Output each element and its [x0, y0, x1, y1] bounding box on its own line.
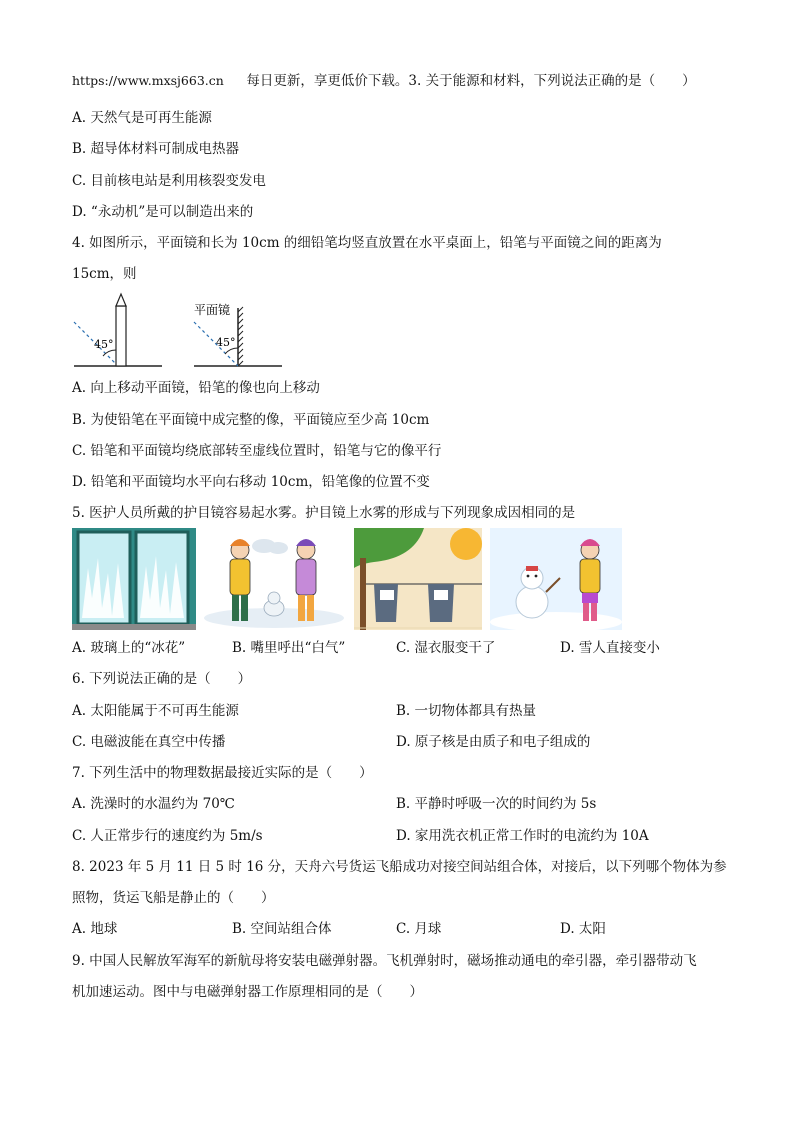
- q6-option-b: B. 一切物体都具有热量: [396, 703, 537, 719]
- pencil-body: [116, 306, 126, 366]
- q9-stem-line2: 机加速运动。图中与电磁弹射器工作原理相同的是（ ）: [72, 984, 423, 1000]
- pencil-tip: [116, 294, 126, 306]
- q4-figure-pencil: [70, 290, 170, 370]
- q8-option-c: C. 月球: [396, 921, 442, 937]
- q5-image-c-drying-clothes: [354, 528, 482, 630]
- q7-option-d: D. 家用洗衣机正常工作时的电流约为 10A: [396, 828, 649, 844]
- q4-option-d: D. 铅笔和平面镜均水平向右移动 10cm，铅笔像的位置不变: [72, 474, 430, 490]
- q8-option-d: D. 太阳: [560, 921, 606, 937]
- angle-label: 45°: [216, 336, 236, 349]
- q5-option-d: D. 雪人直接变小: [560, 640, 660, 656]
- q4-option-a: A. 向上移动平面镜，铅笔的像也向上移动: [72, 380, 320, 396]
- q3-option-a: A. 天然气是可再生能源: [72, 110, 212, 126]
- q6-stem: 6. 下列说法正确的是（ ）: [72, 671, 252, 687]
- q3-option-d: D. “永动机”是可以制造出来的: [72, 204, 254, 220]
- q6-option-d: D. 原子核是由质子和电子组成的: [396, 734, 591, 750]
- q3-option-b: B. 超导体材料可制成电热器: [72, 141, 240, 157]
- q4-stem-line1: 4. 如图所示，平面镜和长为 10cm 的细铅笔均竖直放置在水平桌面上，铅笔与平面镜之间的距离为: [72, 235, 662, 251]
- angle-label: 45°: [94, 338, 114, 351]
- q3-option-c: C. 目前核电站是利用核裂变发电: [72, 173, 266, 189]
- mirror-label: 平面镜: [194, 303, 231, 317]
- q7-option-a: A. 洗澡时的水温约为 70℃: [72, 796, 235, 812]
- q8-option-b: B. 空间站组合体: [232, 921, 332, 937]
- q5-option-a: A. 玻璃上的“冰花”: [72, 640, 186, 656]
- q7-option-b: B. 平静时呼吸一次的时间约为 5s: [396, 796, 597, 812]
- q9-stem-line1: 9. 中国人民解放军海军的新航母将安装电磁弹射器。飞机弹射时，磁场推动通电的牵引器，牵引器带动飞: [72, 953, 697, 969]
- q5-image-a-window-frost: [72, 528, 196, 630]
- q4-stem-line2: 15cm，则: [72, 266, 137, 282]
- q5-image-b-breath-children: [204, 528, 346, 630]
- header-note: 每日更新，享更低价下载。3. 关于能源和材料，下列说法正确的是（ ）: [246, 73, 696, 89]
- q7-option-c: C. 人正常步行的速度约为 5m/s: [72, 828, 263, 844]
- q4-option-c: C. 铅笔和平面镜均绕底部转至虚线位置时，铅笔与它的像平行: [72, 443, 442, 459]
- header-line: [72, 72, 696, 90]
- q4-option-b: B. 为使铅笔在平面镜中成完整的像，平面镜应至少高 10cm: [72, 412, 430, 428]
- q6-option-a: A. 太阳能属于不可再生能源: [72, 703, 239, 719]
- q6-option-c: C. 电磁波能在真空中传播: [72, 734, 226, 750]
- q8-stem-line1: 8. 2023 年 5 月 11 日 5 时 16 分，天舟六号货运飞船成功对接空间站组合体，对接后，以下列哪个物体为参: [72, 859, 727, 875]
- q5-stem: 5. 医护人员所戴的护目镜容易起水雾。护目镜上水雾的形成与下列现象成因相同的是: [72, 505, 576, 521]
- q5-image-d-snowman: [490, 528, 622, 630]
- q8-option-a: A. 地球: [72, 921, 118, 937]
- q7-stem: 7. 下列生活中的物理数据最接近实际的是（ ）: [72, 765, 373, 781]
- q4-figure-mirror: [190, 290, 290, 370]
- q8-stem-line2: 照物，货运飞船是静止的（ ）: [72, 890, 275, 906]
- header-url[interactable]: https://www.mxsj663.cn: [72, 73, 224, 88]
- q5-option-c: C. 湿衣服变干了: [396, 640, 496, 656]
- q5-option-b: B. 嘴里呼出“白气”: [232, 640, 346, 656]
